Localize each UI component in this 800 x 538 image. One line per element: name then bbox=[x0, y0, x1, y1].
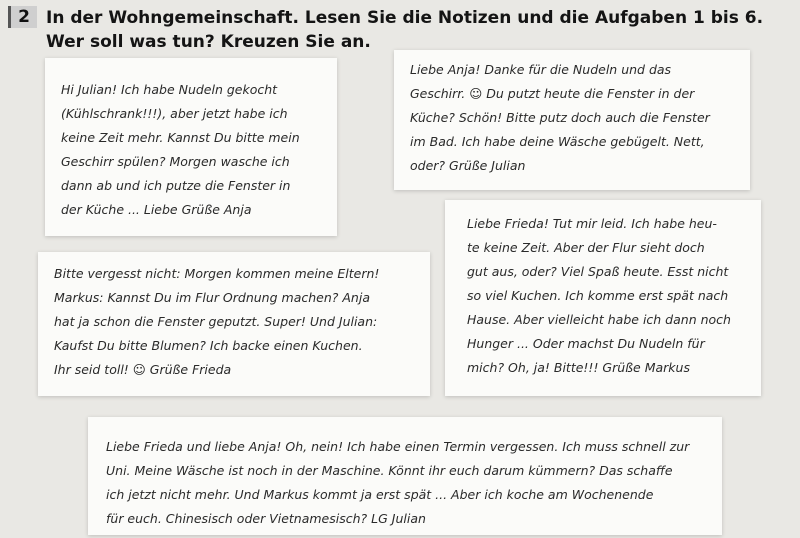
note-line: für euch. Chinesisch oder Vietnamesisch? LG Julian bbox=[106, 511, 426, 526]
note-line: te keine Zeit. Aber der Flur sieht doch bbox=[467, 240, 705, 255]
exercise-number: 2 bbox=[8, 6, 37, 28]
note-markus bbox=[445, 200, 761, 396]
note-line: Geschirr spülen? Morgen wasche ich bbox=[61, 154, 290, 169]
note-line: Liebe Anja! Danke für die Nudeln und das bbox=[410, 62, 672, 77]
note-line: Liebe Frieda! Tut mir leid. Ich habe heu- bbox=[467, 216, 717, 231]
note-line: (Kühlschrank!!!), aber jetzt habe ich bbox=[61, 106, 288, 121]
note-line: der Küche ... Liebe Grüße Anja bbox=[61, 202, 252, 217]
note-line: Uni. Meine Wäsche ist noch in der Maschine. Könnt ihr euch darum kümmern? Das schaffe bbox=[106, 463, 673, 478]
note-line: oder? Grüße Julian bbox=[410, 158, 526, 173]
note-line: Kaufst Du bitte Blumen? Ich backe einen Kuchen. bbox=[54, 338, 363, 353]
note-line: Geschirr. ☺ Du putzt heute die Fenster in der bbox=[410, 86, 695, 101]
note-line: Markus: Kannst Du im Flur Ordnung machen? Anja bbox=[54, 290, 370, 305]
note-line: Liebe Frieda und liebe Anja! Oh, nein! Ich habe einen Termin vergessen. Ich muss schnell zur bbox=[106, 439, 690, 454]
note-line: ich jetzt nicht mehr. Und Markus kommt ja erst spät ... Aber ich koche am Wochenende bbox=[106, 487, 654, 502]
note-line: Bitte vergesst nicht: Morgen kommen meine Eltern! bbox=[54, 266, 380, 281]
note-frieda bbox=[38, 252, 430, 396]
note-line: mich? Oh, ja! Bitte!!! Grüße Markus bbox=[467, 360, 690, 375]
note-line: so viel Kuchen. Ich komme erst spät nach bbox=[467, 288, 729, 303]
note-anja bbox=[45, 58, 337, 236]
note-line: Hi Julian! Ich habe Nudeln gekocht bbox=[61, 82, 278, 97]
instruction-line: Wer soll was tun? Kreuzen Sie an. bbox=[46, 32, 371, 52]
note-line: dann ab und ich putze die Fenster in bbox=[61, 178, 291, 193]
note-line: keine Zeit mehr. Kannst Du bitte mein bbox=[61, 130, 300, 145]
exercise-instructions bbox=[46, 6, 786, 54]
note-line: Hause. Aber vielleicht habe ich dann noch bbox=[467, 312, 731, 327]
instruction-line: In der Wohngemeinschaft. Lesen Sie die Notizen und die Aufgaben 1 bis 6. bbox=[46, 8, 764, 28]
note-julian bbox=[394, 50, 750, 190]
note-line: Hunger ... Oder machst Du Nudeln für bbox=[467, 336, 705, 351]
note-line: gut aus, oder? Viel Spaß heute. Esst nicht bbox=[467, 264, 729, 279]
note-line: hat ja schon die Fenster geputzt. Super! Und Julian: bbox=[54, 314, 378, 329]
note-line: Küche? Schön! Bitte putz doch auch die Fenster bbox=[410, 110, 710, 125]
note-line: im Bad. Ich habe deine Wäsche gebügelt. Nett, bbox=[410, 134, 705, 149]
note-line: Ihr seid toll! ☺ Grüße Frieda bbox=[54, 362, 232, 377]
note-julian-2 bbox=[88, 417, 722, 535]
